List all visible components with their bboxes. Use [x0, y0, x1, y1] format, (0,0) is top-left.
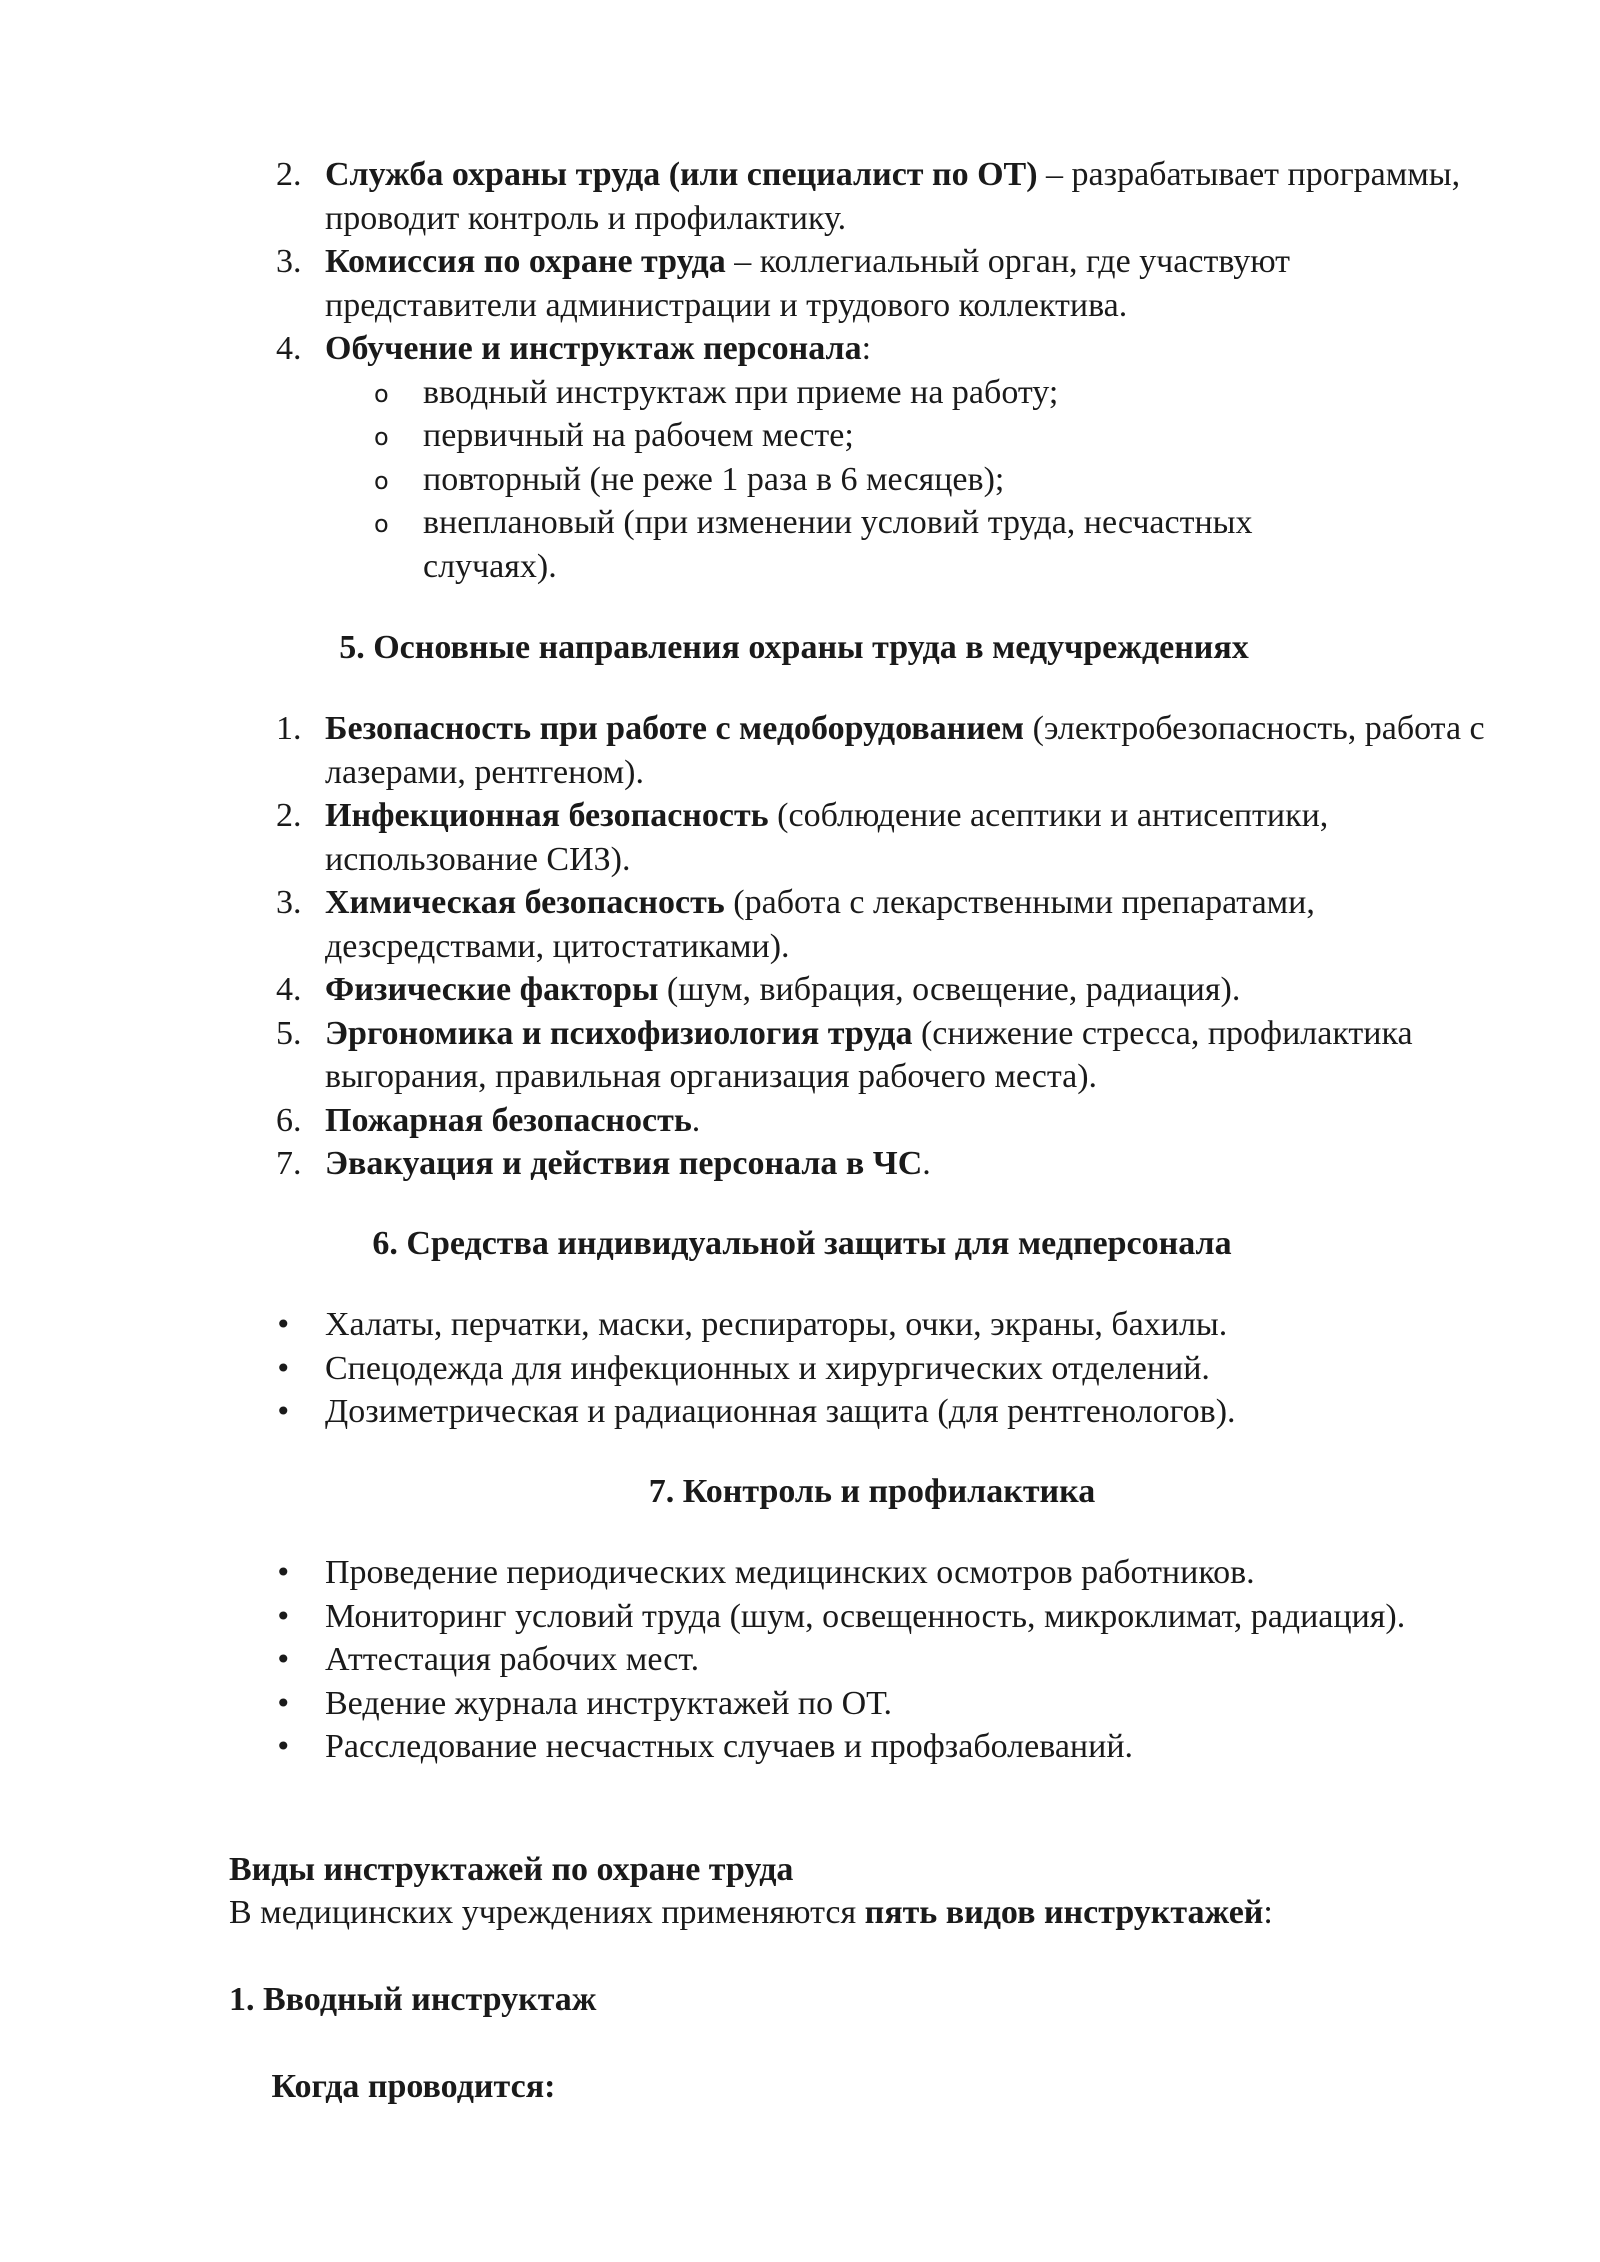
item-text: (шум, вибрация, освещение, радиация). [658, 971, 1241, 1008]
sub-item-text: вводный инструктаж при приеме на работу; [423, 373, 1059, 411]
item-number: 6. [276, 1101, 302, 1139]
item-bold-text: Безопасность при работе с медоборудованием [325, 710, 1025, 747]
list-item [0, 1012, 1485, 1099]
section-7 [0, 1551, 1600, 1769]
list-item [0, 968, 1485, 1012]
bullet-icon: • [275, 1351, 292, 1385]
section-5 [0, 707, 1600, 1186]
item-number: 1. [276, 710, 302, 747]
item-text: Халаты, перчатки, маски, респираторы, очки, экраны, бахилы. [325, 1306, 1228, 1343]
sub-list-item [0, 371, 1363, 415]
sub-item-text: первичный на рабочем месте; [423, 417, 854, 454]
circle-bullet-icon: o [374, 510, 389, 538]
item-bold-text: Физические факторы [325, 971, 659, 1008]
list-item [0, 1638, 1425, 1682]
item-text: – коллегиальный орган, где участвуют представители администрации и трудового коллектива. [325, 243, 1291, 324]
sub-item-text: повторный (не реже 1 раза в 6 месяцев); [423, 460, 1005, 498]
section-a [0, 153, 1600, 588]
item-number: 4. [276, 330, 302, 367]
item-text: Спецодежда для инфекционных и хирургических отделений. [325, 1349, 1210, 1387]
list-item [0, 1595, 1425, 1639]
types-intro-end: : [1263, 1894, 1273, 1931]
list-item [0, 794, 1485, 881]
item-bold-text: Инфекционная безопасность [325, 797, 769, 834]
list-item [0, 1142, 1485, 1186]
bullet-icon: • [275, 1556, 292, 1589]
section-7-heading: 7. Контроль и профилактика [648, 1473, 1096, 1510]
item-text: : [861, 330, 872, 367]
list-item [0, 1682, 1425, 1726]
ppe-list [0, 1303, 1600, 1434]
item-text: Дозиметрическая и радиационная защита (для рентгенологов). [325, 1393, 1236, 1430]
instruction-types-sublist [0, 371, 1600, 589]
list-item [0, 153, 1485, 240]
intro-instruction-title: 1. Вводный инструктаж [229, 1981, 597, 2018]
item-bold-text: Служба охраны труда (или специалист по ОТ) [325, 156, 1038, 193]
section-6 [0, 1303, 1600, 1434]
item-text: Аттестация рабочих мест. [325, 1641, 700, 1678]
item-number: 2. [276, 797, 302, 834]
section-6-heading: 6. Средства индивидуальной защиты для медперсонала [372, 1225, 1232, 1262]
item-bold-text: Обучение и инструктаж персонала [325, 330, 862, 367]
bullet-icon: • [275, 1643, 292, 1676]
types-title: Виды инструктажей по охране труда [229, 1851, 794, 1888]
circle-bullet-icon: o [374, 379, 389, 408]
item-text: (соблюдение асептики и антисептики, использование СИЗ). [325, 797, 1329, 878]
item-number: 7. [276, 1145, 302, 1182]
item-bold-text: Эвакуация и действия персонала в ЧС [325, 1145, 923, 1182]
bullet-icon: • [275, 1395, 292, 1428]
sub-list-item [0, 458, 1363, 502]
directions-list [0, 707, 1600, 1186]
item-text: Ведение журнала инструктажей по ОТ. [325, 1684, 893, 1722]
list-item [0, 327, 1485, 371]
item-text: – разрабатывает программы, проводит контроль и профилактику. [325, 156, 1461, 237]
control-list [0, 1551, 1600, 1769]
item-number: 3. [276, 243, 302, 280]
types-intro-text: В медицинских учреждениях применяются [229, 1894, 865, 1931]
item-number: 5. [276, 1014, 302, 1052]
list-item [0, 240, 1485, 327]
item-text: (электробезопасность, работа с лазерами, рентгеном). [325, 710, 1485, 791]
bullet-icon: • [275, 1730, 292, 1763]
item-bold-text: Химическая безопасность [325, 884, 725, 921]
types-heading [229, 1848, 793, 1892]
sub-item-text: внеплановый (при изменении условий труда, несчастных случаях). [423, 504, 1253, 585]
when-conducted-label-row [229, 2021, 555, 2152]
bullet-icon: • [275, 1599, 292, 1633]
list-item [0, 1390, 1425, 1434]
list-item [0, 707, 1485, 794]
item-number: 2. [276, 156, 302, 193]
bullet-icon: • [275, 1686, 292, 1720]
item-text: (снижение стресса, профилактика выгорания, правильная организация рабочего места). [325, 1014, 1413, 1095]
circle-bullet-icon: o [374, 466, 389, 495]
item-bold-text: Пожарная безопасность [325, 1101, 692, 1139]
types-intro [229, 1891, 1273, 1935]
item-text: Расследование несчастных случаев и профзаболеваний. [325, 1728, 1134, 1765]
section-5-heading: 5. Основные направления охраны труда в медучреждениях [339, 629, 1249, 666]
responsibility-list [0, 153, 1600, 371]
types-intro-bold: пять видов инструктажей [864, 1894, 1264, 1931]
item-text: . [691, 1101, 701, 1139]
intro-instruction-heading [229, 1978, 596, 2022]
list-item [0, 881, 1485, 968]
list-item [0, 1347, 1425, 1391]
item-bold-text: Эргономика и психофизиология труда [325, 1014, 913, 1052]
list-item [0, 1551, 1425, 1595]
list-item [0, 1725, 1425, 1769]
sub-list-item [0, 501, 1363, 588]
list-item [0, 1099, 1485, 1143]
item-number: 3. [276, 884, 302, 921]
sub-list-item [0, 414, 1363, 458]
list-item [0, 1303, 1425, 1347]
item-text: . [922, 1145, 931, 1182]
item-bold-text: Комиссия по охране труда [325, 243, 726, 280]
item-text: (работа с лекарственными препаратами, дезсредствами, цитостатиками). [325, 884, 1315, 965]
item-text: Мониторинг условий труда (шум, освещенность, микроклимат, радиация). [325, 1597, 1406, 1635]
item-number: 4. [276, 971, 302, 1008]
when-conducted-label: Когда проводится: [263, 2067, 556, 2105]
item-text: Проведение периодических медицинских осмотров работников. [325, 1554, 1255, 1591]
circle-bullet-icon: o [374, 423, 389, 451]
bullet-icon: • [275, 1308, 292, 1341]
